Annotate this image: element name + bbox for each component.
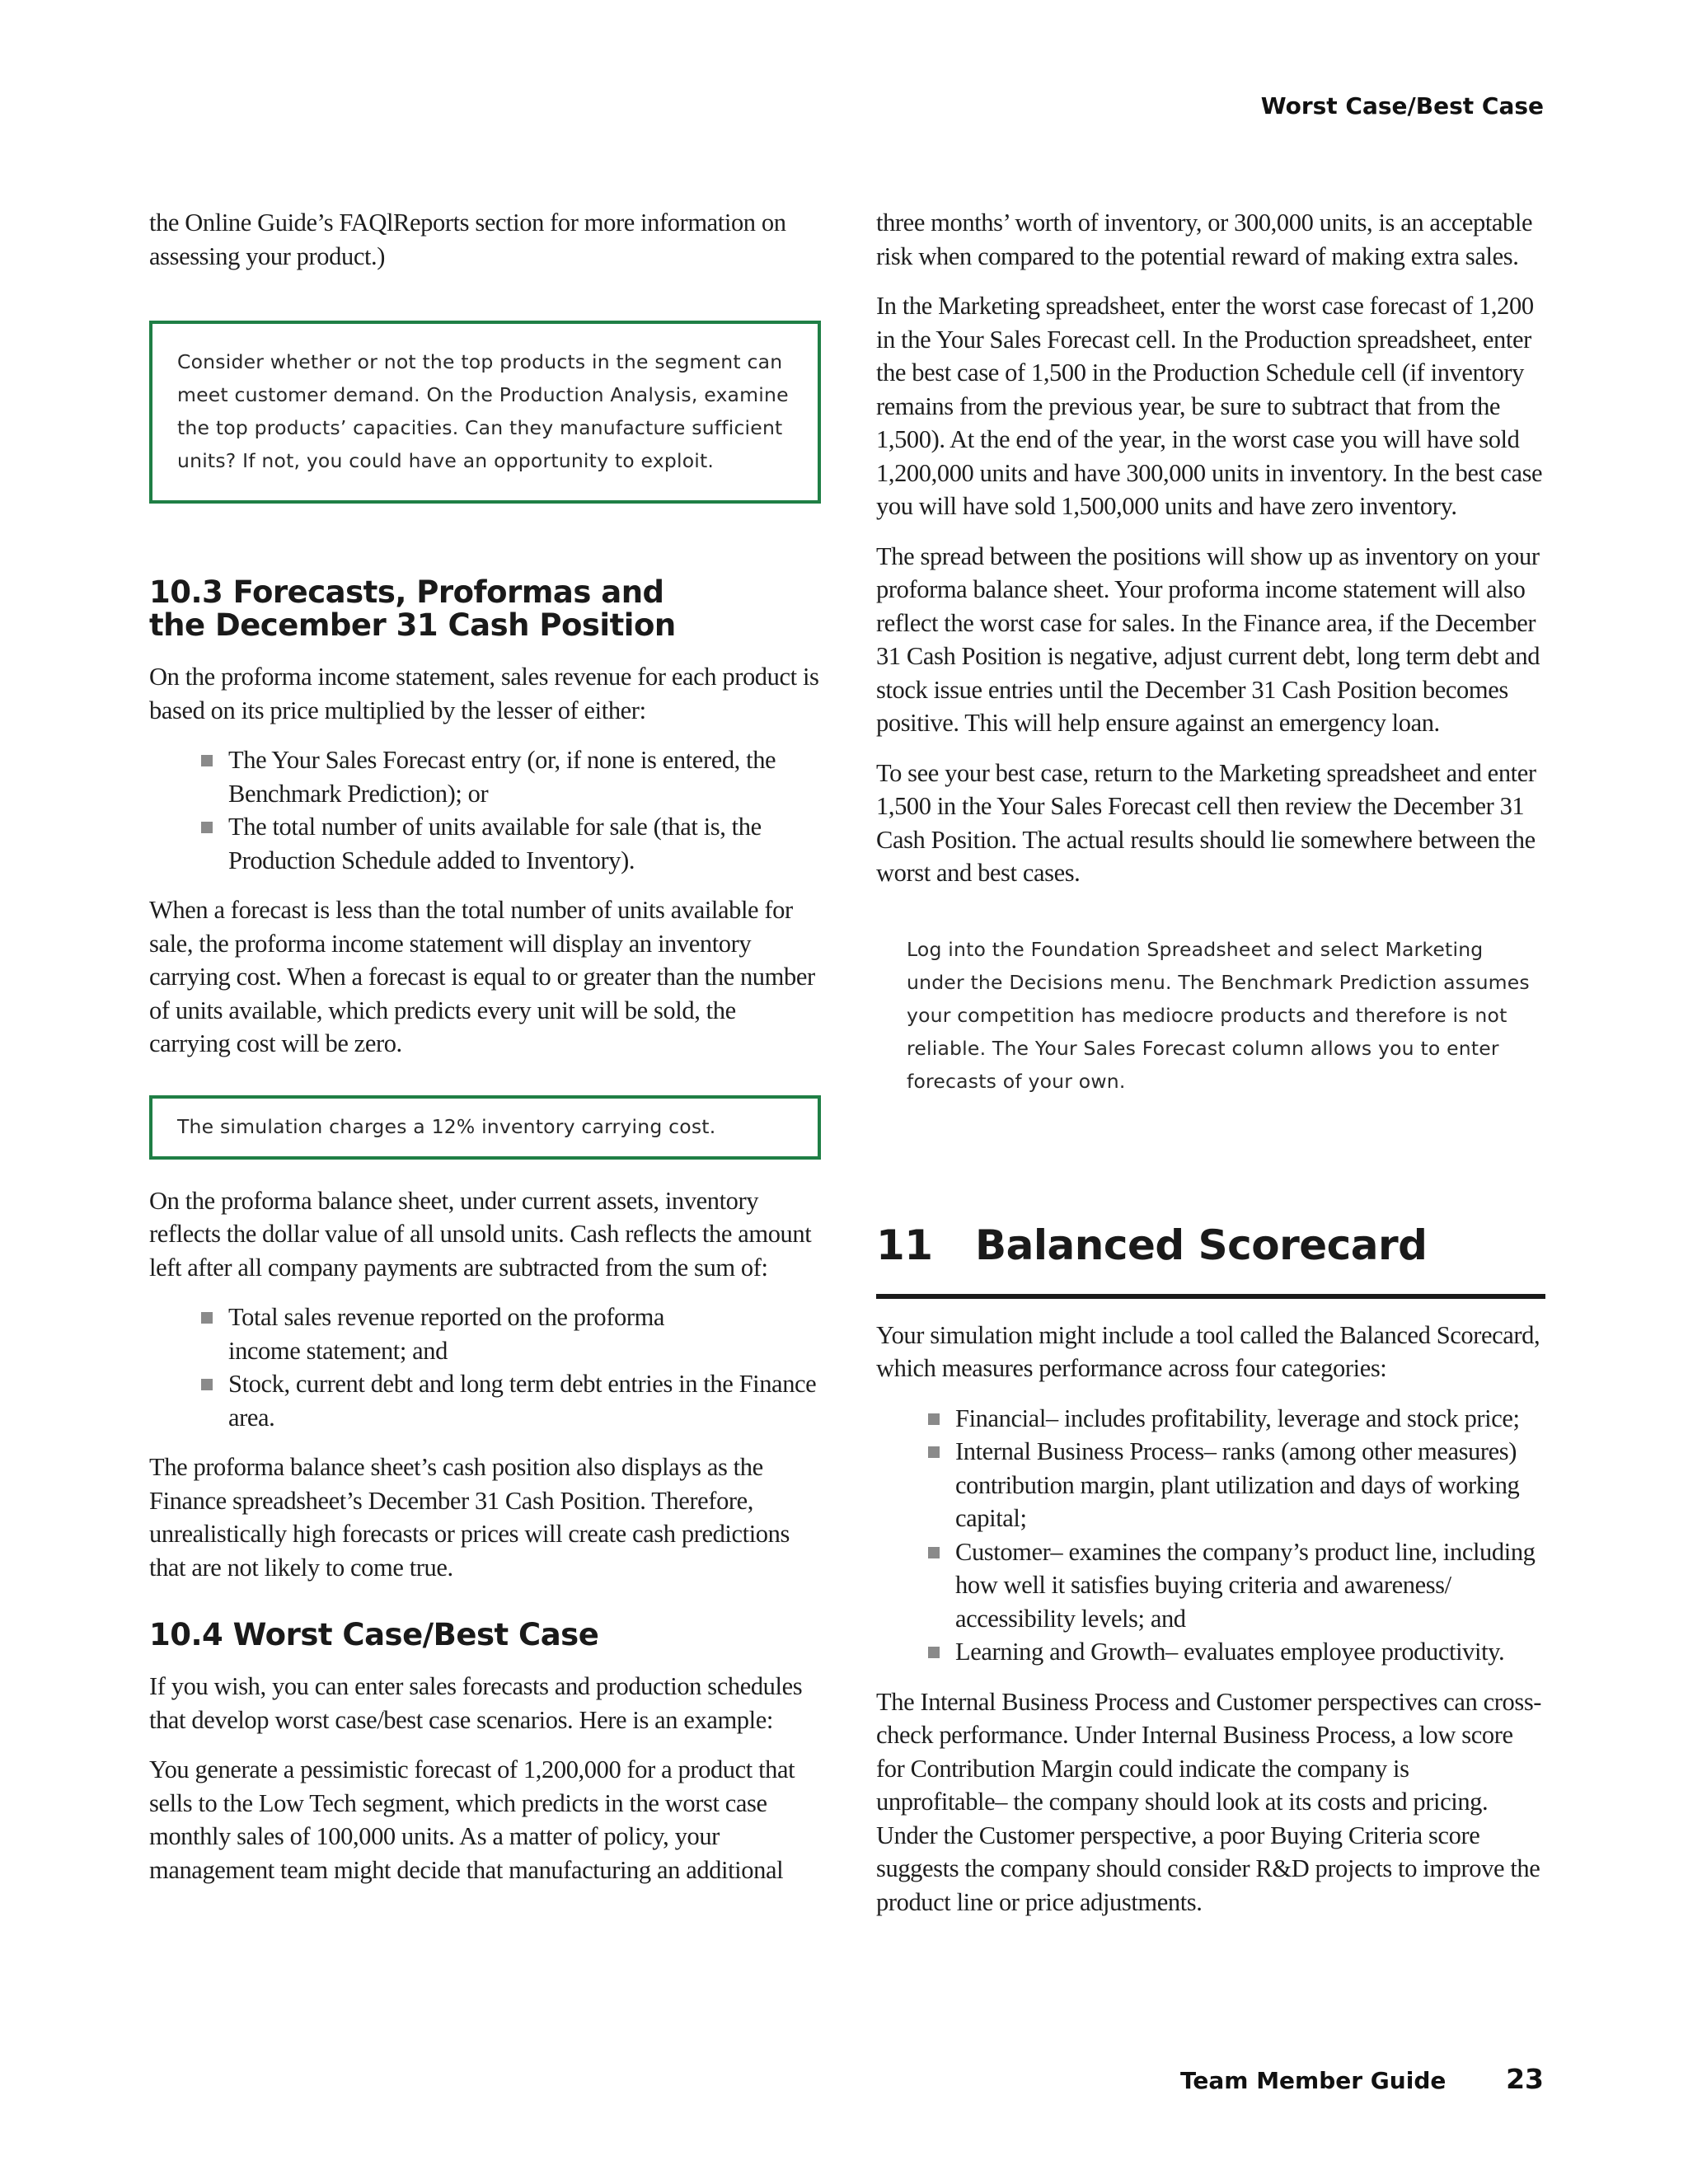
list-item <box>228 1301 690 1367</box>
paragraph: In the Marketing spreadsheet, enter the worst case forecast of 1,200 in the Your Sales Forecast cell. In the Production spreadsheet, enter the best case of 1,500 in the Production Schedule cell (if inventory remains from the previous year, be sure to subtract that from the 1,500). At the end of the year, in the worst case you will have sold 1,200,000 units and have 300,000 units in inventory. In the best case you will have sold 1,500,000 units and have zero inventory. <box>876 292 1543 520</box>
running-header: Worst Case/Best Case <box>1260 92 1544 120</box>
left-column <box>149 206 821 1903</box>
list-item <box>228 810 821 877</box>
callout-text: The simulation charges a 12% inventory carrying cost. <box>177 1114 716 1138</box>
list-item-text: The Your Sales Forecast entry (or, if none is entered, the Benchmark Prediction); or <box>228 746 776 808</box>
section-heading-10-3: 10.3 Forecasts, Proformas and the December 31 Cash Position <box>149 574 676 643</box>
paragraph: You generate a pessimistic forecast of 1,200,000 for a product that sells to the Low Tech segment, which predicts in the worst case monthly sales of 100,000 units. As a matter of policy, your management team might decide that manufacturing an additional <box>149 1755 795 1884</box>
bullet-icon <box>928 1446 940 1458</box>
tip-text: Log into the Foundation Spreadsheet and select Marketing under the Decisions menu. The Benchmark Prediction assumes your competition has mediocre products and therefore is not reliable. The Your Sales Forecast column allows you to enter forecasts of your own. <box>907 937 1530 1093</box>
paragraph: On the proforma balance sheet, under current assets, inventory reflects the dollar value of all unsold units. Cash reflects the amount left after all company payments are subtracted from the sum of: <box>149 1186 812 1282</box>
bullet-icon <box>928 1547 940 1558</box>
callout-box-carrying-cost <box>149 1095 821 1160</box>
bullet-list <box>149 743 821 877</box>
tip-box-foundation <box>876 933 1545 1098</box>
list-item <box>955 1535 1545 1636</box>
bullet-icon <box>928 1413 940 1425</box>
chapter-number: 11 <box>876 1221 933 1269</box>
list-item-text: The total number of units available for sale (that is, the Production Schedule added to Inventory). <box>228 813 762 874</box>
list-item-text: Stock, current debt and long term debt entries in the Finance area. <box>228 1370 817 1432</box>
paragraph: If you wish, you can enter sales forecasts and production schedules that develop worst case/best case scenarios. Here is an example: <box>149 1672 803 1734</box>
paragraph: Your simulation might include a tool called the Balanced Scorecard, which measures performance across four categories: <box>876 1320 1540 1382</box>
list-item-text: Total sales revenue reported on the proforma income statement; and <box>228 1303 665 1365</box>
chapter-title: Balanced Scorecard <box>975 1221 1428 1269</box>
paragraph: To see your best case, return to the Marketing spreadsheet and enter 1,500 in the Your Sales Forecast cell then review the December 31 Cash Position. The actual results should lie somewhere between the worst and best cases. <box>876 758 1536 887</box>
list-item <box>955 1435 1545 1535</box>
right-column <box>876 206 1545 1935</box>
bullet-icon <box>928 1647 940 1658</box>
list-item-text: Financial– includes profitability, leverage and stock price; <box>955 1404 1520 1432</box>
list-item-text: Learning and Growth– evaluates employee productivity. <box>955 1638 1505 1666</box>
callout-text: Consider whether or not the top products in the segment can meet customer demand. On the Production Analysis, examine the top products’ capacities. Can they manufacture sufficient units? If not, you could have an opportunity to exploit. <box>177 350 789 472</box>
bullet-icon <box>201 1312 213 1324</box>
intro-paragraph: the Online Guide’s FAQlReports section for more information on assessing your product.) <box>149 209 786 270</box>
paragraph: The spread between the positions will show up as inventory on your proforma balance sheet. Your proforma income statement will also reflect the worst case for sales. In the Finance area, if the December 31 Cash Position is negative, adjust current debt, long term debt and stock issue entries until the December 31 Cash Position becomes positive. This will help ensure against an emergency loan. <box>876 541 1540 737</box>
callout-box-capacity <box>149 321 821 504</box>
list-item <box>228 1367 821 1434</box>
bullet-icon <box>201 1379 213 1390</box>
list-item-text: Customer– examines the company’s product line, including how well it satisfies buying criteria and awareness/ accessibility levels; and <box>955 1537 1536 1633</box>
section-heading-10-4: 10.4 Worst Case/Best Case <box>149 1617 599 1652</box>
paragraph: The Internal Business Process and Customer perspectives can cross-check performance. Under Internal Business Process, a low score for Contribution Margin could indicate the company is unprofitable– the company should look at its costs and pricing. Under the Customer perspective, a poor Buying Criteria score suggests the company should consider R&D projects to improve the product line or price adjustments. <box>876 1687 1542 1916</box>
page-number: 23 <box>1506 2063 1544 2095</box>
bullet-icon <box>201 822 213 833</box>
paragraph: three months’ worth of inventory, or 300,000 units, is an acceptable risk when compared to the potential reward of making extra sales. <box>876 209 1533 270</box>
paragraph: The proforma balance sheet’s cash position also displays as the Finance spreadsheet’s December 31 Cash Position. Therefore, unrealistically high forecasts or prices will create cash predictions that are not likely to come true. <box>149 1453 790 1582</box>
bullet-list <box>149 1301 821 1434</box>
list-item-text: Internal Business Process– ranks (among other measures) contribution margin, plant utilization and days of working capital; <box>955 1437 1520 1532</box>
paragraph: On the proforma income statement, sales revenue for each product is based on its price multiplied by the lesser of either: <box>149 663 819 724</box>
list-item <box>228 743 821 810</box>
list-item <box>955 1402 1545 1436</box>
paragraph: When a forecast is less than the total number of units available for sale, the proforma income statement will display an inventory carrying cost. When a forecast is equal to or greater than the number of units available, which predicts every unit will be sold, the carrying cost will be zero. <box>149 896 815 1057</box>
bullet-icon <box>201 755 213 766</box>
chapter-rule <box>876 1294 1545 1299</box>
bullet-list <box>876 1402 1545 1669</box>
list-item <box>955 1635 1545 1669</box>
chapter-heading <box>876 1221 1545 1269</box>
footer-guide-label: Team Member Guide <box>1180 2067 1447 2094</box>
